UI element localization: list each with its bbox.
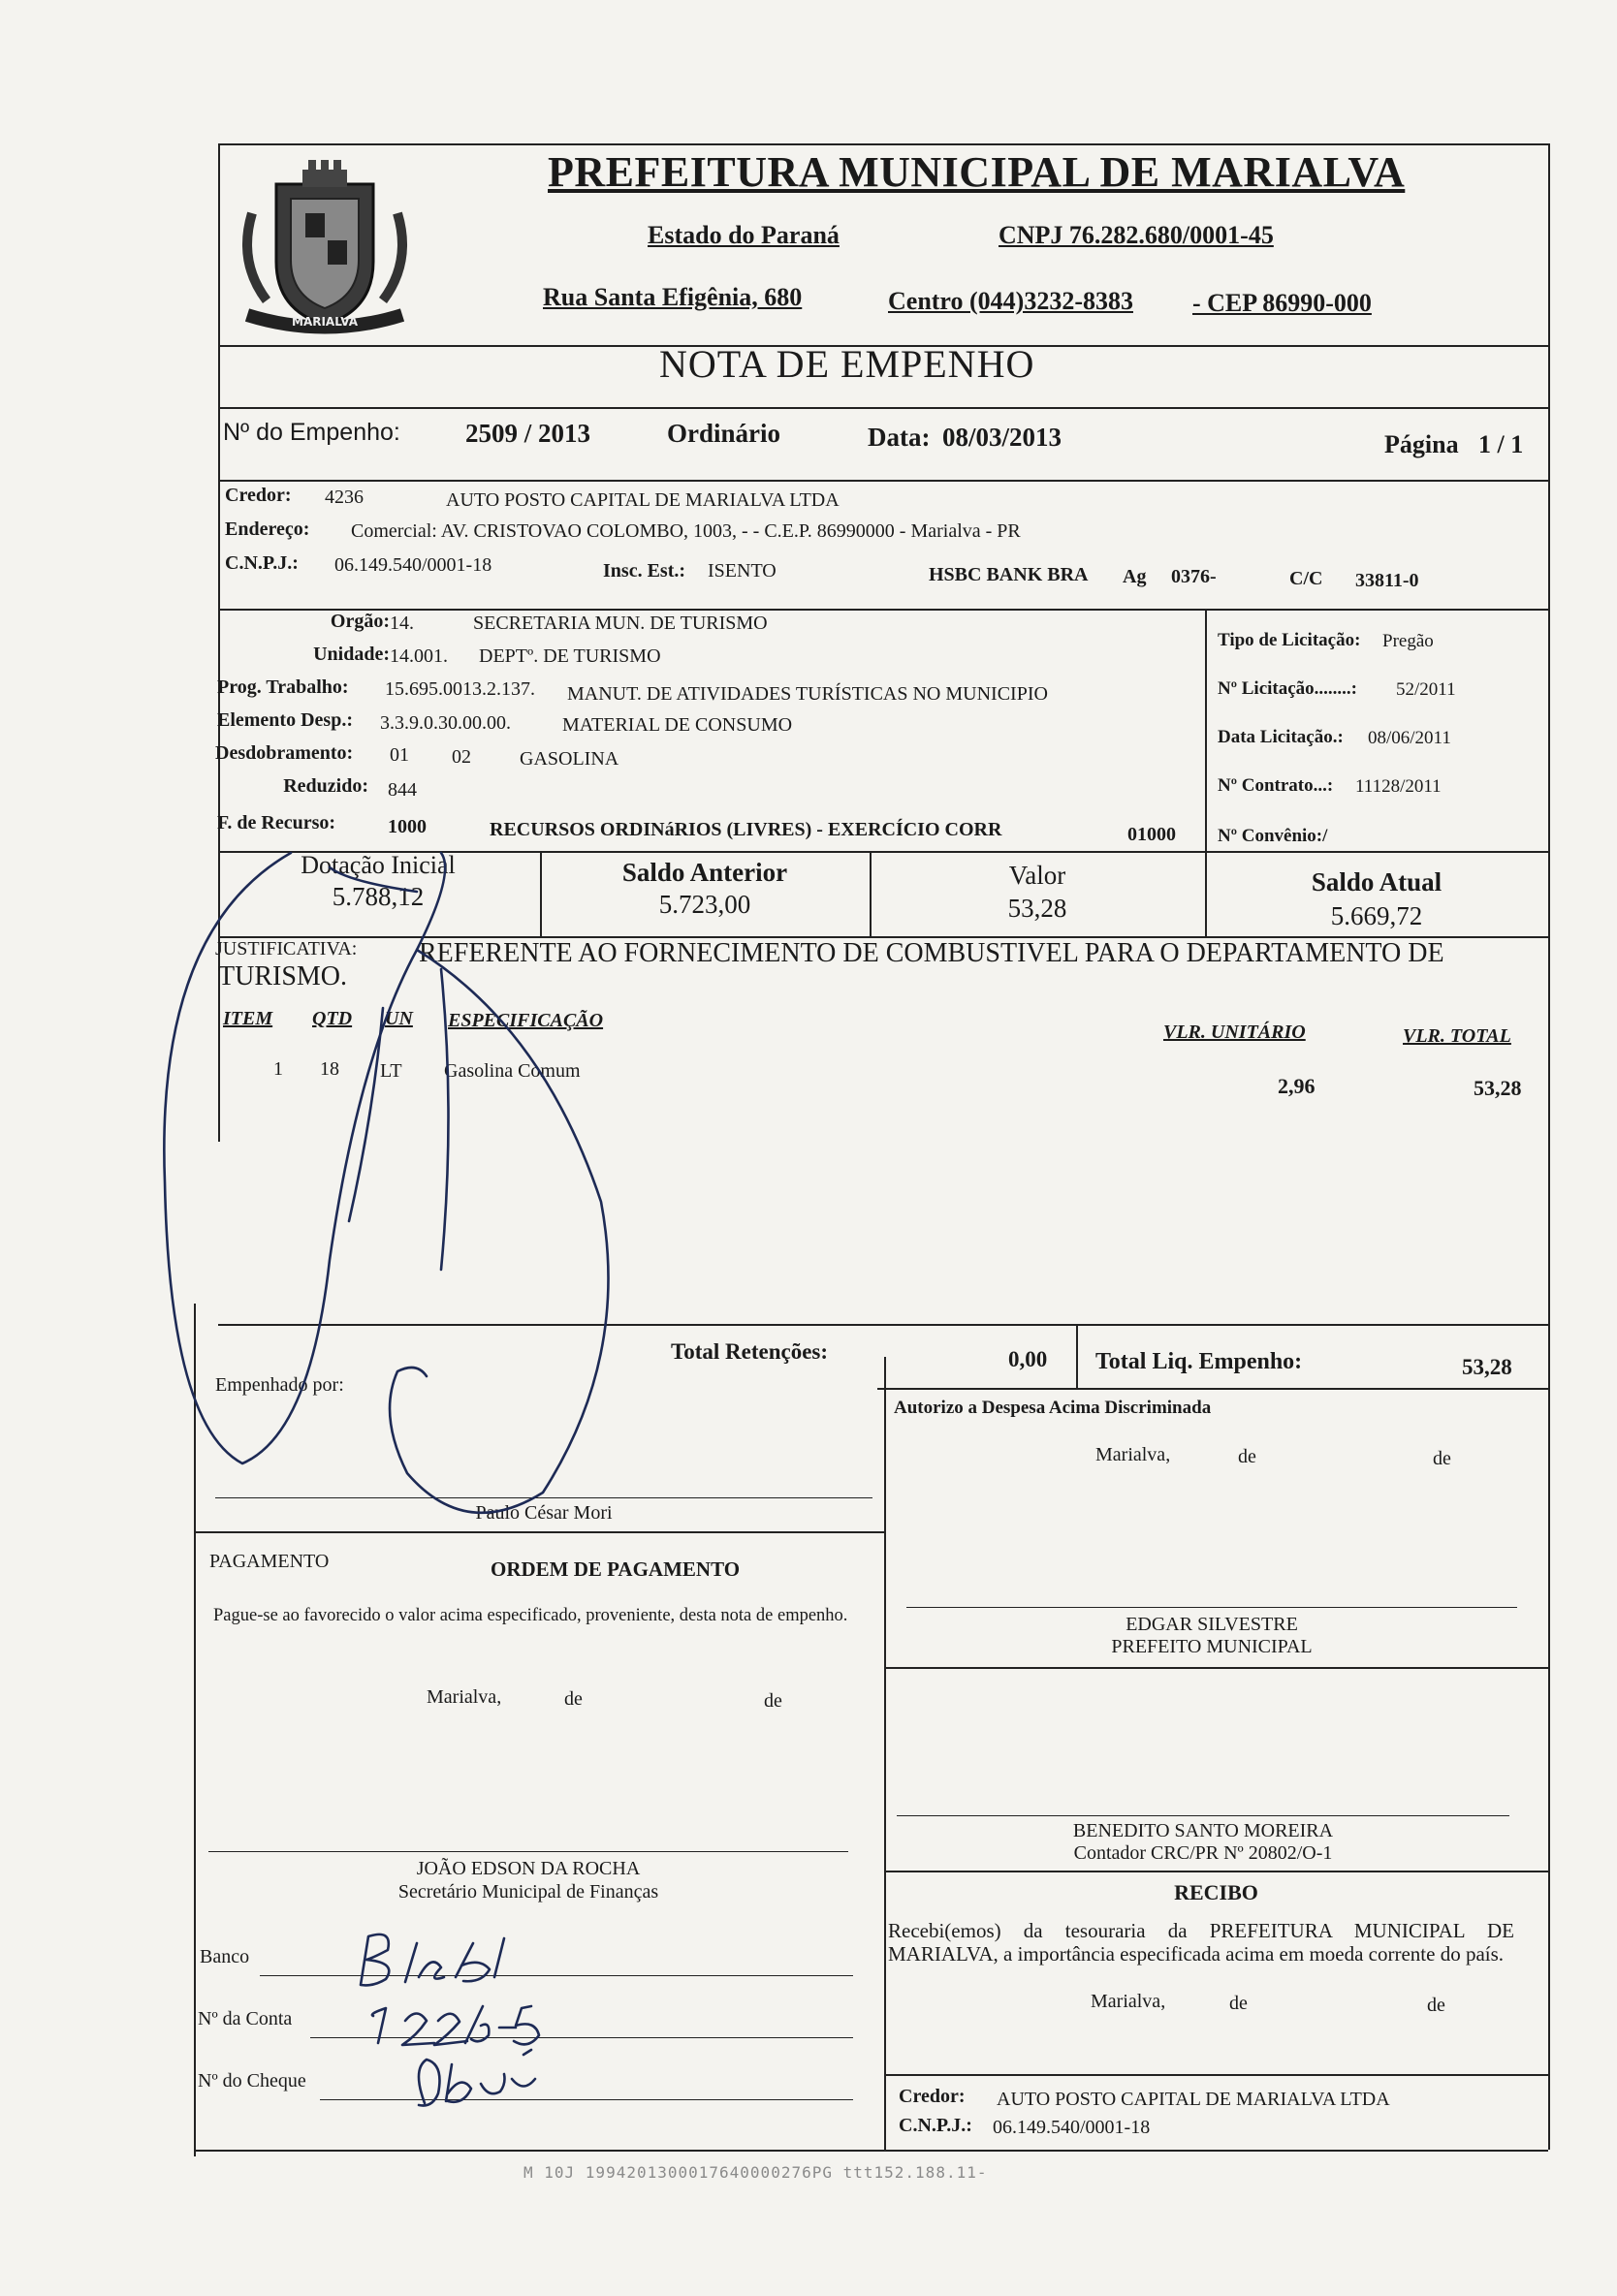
elemento-code: 3.3.9.0.30.00.00. (380, 712, 511, 734)
autorizo-place: Marialva, (1095, 1444, 1171, 1465)
svg-text:MARIALVA: MARIALVA (292, 315, 358, 329)
liq-empenho-value: 53,28 (1462, 1355, 1512, 1379)
footer-code: M 10J 1994201300017640000276PG ttt152.188.11- (523, 2163, 988, 2182)
prefeito-name: EDGAR SILVESTRE (1126, 1614, 1298, 1635)
endereco-value: Comercial: AV. CRISTOVAO COLOMBO, 1003, - - C.E.P. 86990000 - Marialva - PR (351, 520, 1021, 542)
recurso-desc: RECURSOS ORDINáRIOS (LIVRES) - EXERCÍCIO CORR (490, 819, 1002, 840)
liq-empenho-label: Total Liq. Empenho: (1095, 1349, 1303, 1374)
insc-value: ISENTO (708, 560, 777, 582)
recibo-text: Recebi(emos) da tesouraria da PREFEITURA MUNICIPAL DE MARIALVA, a importância especificada acima em moeda corrente do país. (888, 1919, 1514, 1966)
col-item: ITEM (223, 1008, 273, 1029)
recibo-title: RECIBO (1174, 1880, 1258, 1904)
prog-code: 15.695.0013.2.137. (385, 678, 535, 700)
ag-label: Ag (1123, 566, 1147, 587)
empenhado-label: Empenhado por: (215, 1374, 344, 1396)
recurso-label: F. de Recurso: (217, 812, 336, 833)
reduzido-value: 844 (388, 779, 417, 801)
orgao-label: Orgão: (330, 611, 390, 632)
desdobramento-label: Desdobramento: (215, 742, 354, 764)
retencoes-label: Total Retenções: (671, 1339, 829, 1364)
recurso-code: 1000 (388, 816, 427, 837)
desdobramento-code: 01 (390, 744, 409, 766)
cheque-label: Nº do Cheque (198, 2070, 306, 2092)
header-cep: - CEP 86990-000 (1192, 289, 1372, 317)
pagamento-place: Marialva, (427, 1686, 502, 1708)
page-title: PREFEITURA MUNICIPAL DE MARIALVA (548, 148, 1406, 196)
prog-label: Prog. Trabalho: (217, 676, 349, 698)
col-vlr-unitario: VLR. UNITÁRIO (1163, 1022, 1306, 1043)
ag-value: 0376- (1171, 566, 1217, 587)
credor-name: AUTO POSTO CAPITAL DE MARIALVA LTDA (446, 489, 840, 511)
empenho-number: 2509 / 2013 (465, 419, 591, 448)
empenho-date: 08/03/2013 (942, 423, 1062, 452)
contrato-value: 11128/2011 (1355, 776, 1442, 797)
row-un: LT (380, 1060, 402, 1082)
desdobramento-desc: GASOLINA (520, 748, 619, 770)
desdobramento-sub: 02 (452, 746, 471, 768)
cc-value: 33811-0 (1355, 570, 1419, 591)
page-label: Página (1384, 430, 1459, 458)
autorizo-de2: de (1433, 1448, 1451, 1469)
recibo-cnpj: 06.149.540/0001-18 (993, 2117, 1151, 2138)
endereco-label: Endereço: (225, 519, 310, 540)
empenhado-name: Paulo César Mori (475, 1502, 613, 1524)
recurso-number: 01000 (1127, 824, 1176, 845)
row-especificacao: Gasolina Comum (444, 1060, 581, 1082)
recibo-credor-label: Credor: (899, 2086, 966, 2107)
secretario-name: JOÃO EDSON DA ROCHA (416, 1858, 641, 1879)
contrato-label: Nº Contrato...: (1218, 775, 1334, 796)
signature-loop-left (164, 853, 445, 1463)
signature-stroke (441, 969, 449, 1270)
secretario-role: Secretário Municipal de Finanças (397, 1881, 659, 1903)
unidade-desc: DEPTº. DE TURISMO (479, 645, 661, 667)
handwriting-banco (361, 1934, 504, 1986)
unidade-label: Unidade: (313, 644, 390, 665)
empenho-type: Ordinário (667, 419, 781, 448)
convenio-label: Nº Convênio:/ (1218, 826, 1328, 846)
empenho-date-label: Data: (868, 423, 931, 452)
page-number: 1 / 1 (1478, 430, 1524, 458)
credor-code: 4236 (325, 487, 364, 508)
valor-value: 53,28 (1007, 894, 1067, 923)
licitacao-tipo-label: Tipo de Licitação: (1218, 630, 1361, 650)
credor-label: Credor: (225, 485, 292, 506)
licitacao-data-label: Data Licitação.: (1218, 727, 1344, 747)
licitacao-num: 52/2011 (1396, 679, 1456, 700)
cc-label: C/C (1289, 568, 1323, 589)
col-qtd: QTD (312, 1008, 353, 1029)
recibo-de1: de (1229, 1993, 1248, 2014)
autorizo-de1: de (1238, 1446, 1256, 1467)
document-title: NOTA DE EMPENHO (659, 342, 1035, 386)
signature-dash (330, 867, 417, 892)
unidade-code: 14.001. (390, 645, 448, 667)
dotacao-value: 5.788,12 (332, 882, 425, 911)
recibo-credor: AUTO POSTO CAPITAL DE MARIALVA LTDA (997, 2089, 1390, 2110)
prefeito-role: PREFEITO MUNICIPAL (1111, 1636, 1313, 1657)
justificativa-line1: REFERENTE AO FORNECIMENTO DE COMBUSTIVEL PARA O DEPARTAMENTO DE (419, 938, 1444, 968)
credor-cnpj: 06.149.540/0001-18 (334, 554, 492, 576)
pagamento-de2: de (764, 1690, 782, 1712)
bank-name: HSBC BANK BRA (929, 564, 1089, 585)
licitacao-tipo: Pregão (1382, 631, 1434, 651)
orgao-desc: SECRETARIA MUN. DE TURISMO (473, 613, 768, 634)
autorizo-label: Autorizo a Despesa Acima Discriminada (894, 1398, 1212, 1418)
reduzido-label: Reduzido: (283, 775, 368, 797)
empenho-number-label: Nº do Empenho: (223, 419, 400, 446)
col-un: UN (385, 1008, 413, 1029)
header-district-phone: Centro (044)3232-8383 (888, 287, 1133, 315)
header-street: Rua Santa Efigênia, 680 (543, 283, 803, 311)
recibo-place: Marialva, (1091, 1991, 1166, 2012)
licitacao-data: 08/06/2011 (1368, 728, 1451, 748)
handwriting-cheque (419, 2050, 535, 2106)
dotacao-label: Dotação Inicial (301, 851, 456, 879)
justificativa-line2: TURISMO. (218, 961, 348, 991)
signature-loop-right (390, 950, 609, 1513)
recibo-cnpj-label: C.N.P.J.: (899, 2115, 972, 2136)
row-qtd: 18 (320, 1058, 339, 1080)
saldo-atual-label: Saldo Atual (1311, 867, 1443, 896)
saldo-atual-value: 5.669,72 (1330, 901, 1423, 930)
orgao-code: 14. (390, 613, 414, 634)
handwriting-conta (372, 2006, 539, 2045)
row-item: 1 (273, 1058, 283, 1080)
licitacao-num-label: Nº Licitação........: (1218, 678, 1357, 699)
pagamento-text: Pague-se ao favorecido o valor acima especificado, proveniente, desta nota de empenho. (213, 1606, 848, 1625)
saldo-anterior-label: Saldo Anterior (621, 858, 788, 887)
insc-label: Insc. Est.: (603, 560, 686, 582)
pagamento-de1: de (564, 1688, 583, 1710)
retencoes-value: 0,00 (1008, 1347, 1048, 1371)
credor-cnpj-label: C.N.P.J.: (225, 552, 299, 574)
row-vlr-unitario: 2,96 (1278, 1074, 1316, 1098)
header-cnpj: CNPJ 76.282.680/0001-45 (999, 221, 1274, 249)
col-vlr-total: VLR. TOTAL (1403, 1025, 1511, 1047)
contador-role: Contador CRC/PR Nº 20802/O-1 (1073, 1842, 1333, 1864)
state-name: Estado do Paraná (648, 221, 840, 249)
justificativa-label: JUSTIFICATIVA: (215, 938, 358, 959)
ordem-pagamento-label: ORDEM DE PAGAMENTO (491, 1557, 741, 1581)
pagamento-label: PAGAMENTO (209, 1551, 330, 1572)
banco-label: Banco (200, 1946, 250, 1967)
elemento-desc: MATERIAL DE CONSUMO (562, 714, 793, 736)
prog-desc: MANUT. DE ATIVIDADES TURÍSTICAS NO MUNICIPIO (567, 683, 1048, 705)
elemento-label: Elemento Desp.: (217, 709, 353, 731)
conta-label: Nº da Conta (198, 2008, 293, 2029)
row-vlr-total: 53,28 (1474, 1076, 1522, 1100)
saldo-anterior-value: 5.723,00 (658, 890, 751, 919)
recibo-de2: de (1427, 1995, 1445, 2016)
col-especificacao: ESPECIFICAÇÃO (448, 1010, 604, 1031)
valor-label: Valor (1008, 861, 1066, 890)
contador-name: BENEDITO SANTO MOREIRA (1072, 1820, 1334, 1841)
